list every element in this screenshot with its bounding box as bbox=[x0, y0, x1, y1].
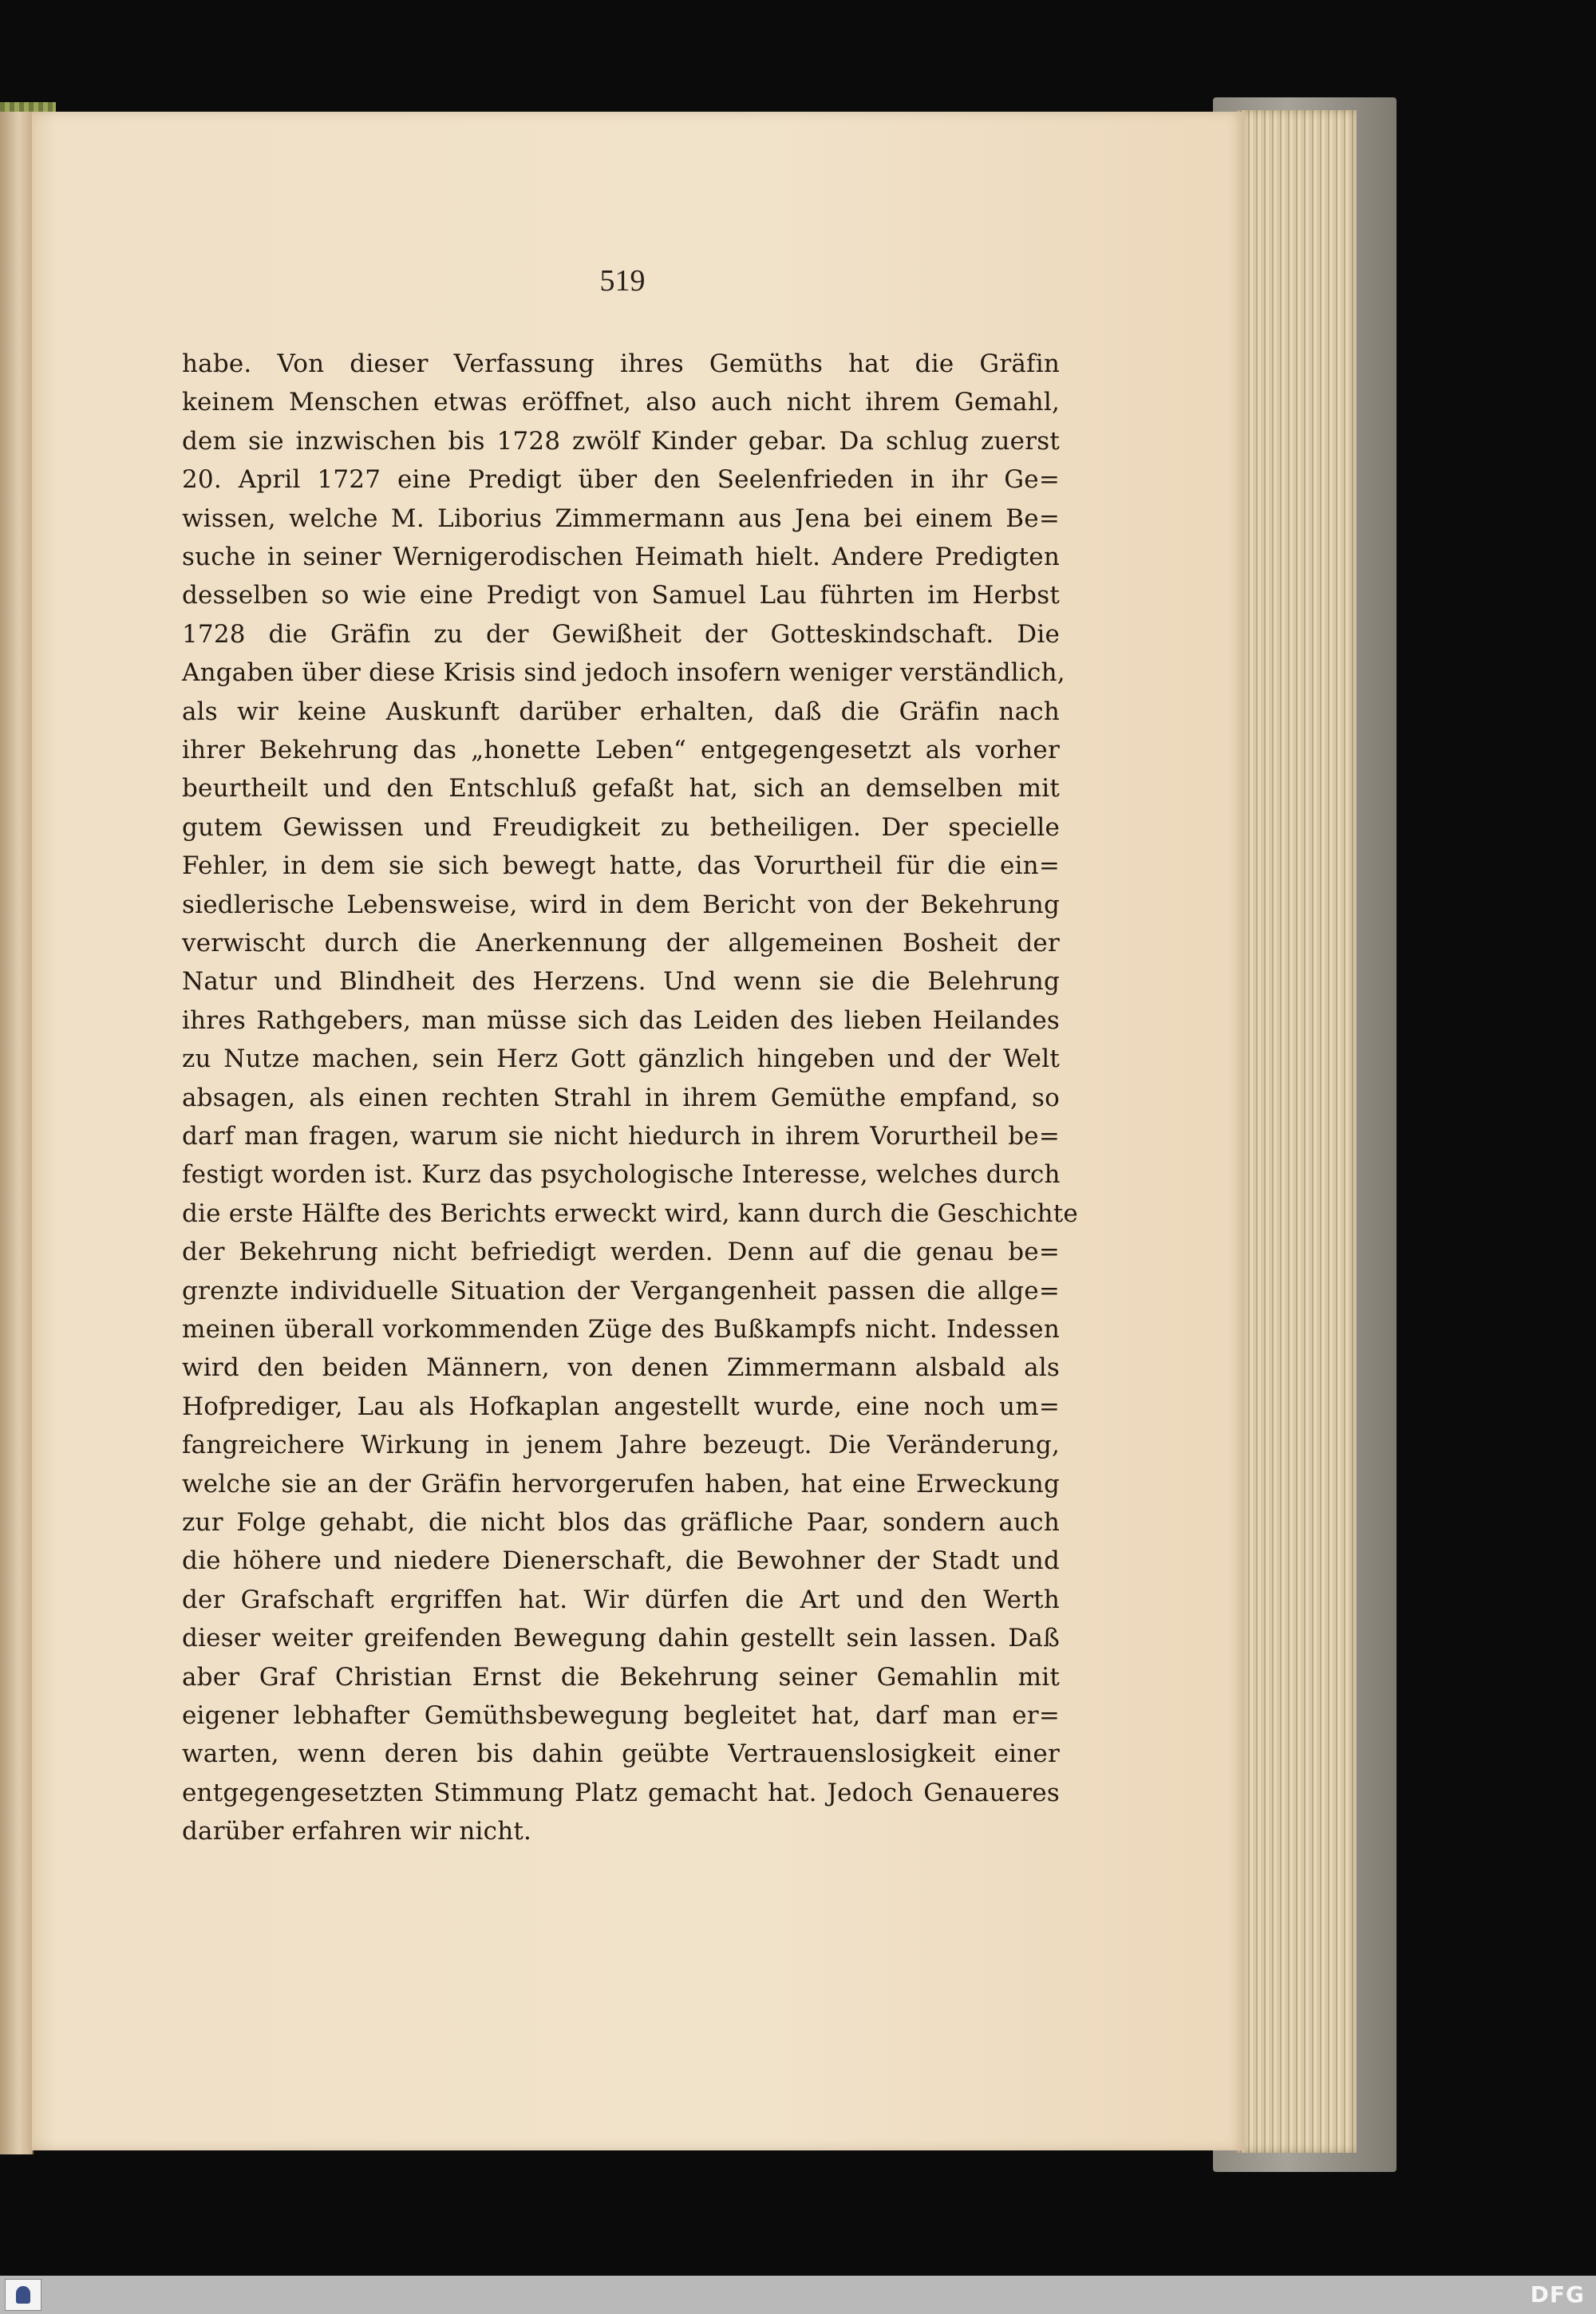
text-line: 1728 die Gräfin zu der Gewißheit der Gotteskindschaft. Die bbox=[182, 619, 1060, 649]
text-line: suche in seiner Wernigerodischen Heimath hielt. Andere Predigten bbox=[182, 543, 1060, 571]
text-line: zur Folge gehabt, die nicht blos das gräfliche Paar, sondern auch bbox=[182, 1508, 1060, 1537]
left-page-edge bbox=[0, 112, 34, 2154]
text-line: eigener lebhafter Gemüthsbewegung begleitet hat, darf man er= bbox=[182, 1701, 1060, 1730]
text-line: Natur und Blindheit des Herzens. Und wenn sie die Belehrung bbox=[182, 967, 1060, 997]
text-line: keinem Menschen etwas eröffnet, also auch nicht ihrem Gemahl, bbox=[182, 388, 1060, 417]
text-line: die erste Hälfte des Berichts erweckt wird, kann durch die Geschichte bbox=[182, 1198, 1078, 1228]
text-line: Angaben über diese Krisis sind jedoch insofern weniger verständlich, bbox=[182, 658, 1065, 688]
text-line: entgegengesetzten Stimmung Platz gemacht hat. Jedoch Genaueres bbox=[182, 1778, 1060, 1807]
text-line: ihrer Bekehrung das „honette Leben“ entgegengesetzt als vorher bbox=[182, 736, 1060, 764]
text-line: gutem Gewissen und Freudigkeit zu betheiligen. Der specielle bbox=[182, 812, 1060, 842]
text-line: dem sie inzwischen bis 1728 zwölf Kinder gebar. Da schlug zuerst bbox=[182, 426, 1060, 456]
page-stack-edges bbox=[1237, 110, 1357, 2153]
text-line: desselben so wie eine Predigt von Samuel Lau führten im Herbst bbox=[182, 581, 1060, 610]
text-line: 20. April 1727 eine Predigt über den Seelenfrieden in ihr Ge= bbox=[182, 465, 1060, 495]
text-line: meinen überall vorkommenden Züge des Bußkampfs nicht. Indessen bbox=[182, 1315, 1060, 1344]
book-page bbox=[32, 112, 1245, 2150]
text-line: fangreichere Wirkung in jenem Jahre bezeugt. Die Veränderung, bbox=[182, 1431, 1060, 1460]
text-line: aber Graf Christian Ernst die Bekehrung seiner Gemahlin mit bbox=[182, 1662, 1060, 1692]
library-logo-icon bbox=[5, 2279, 41, 2311]
text-line: warten, wenn deren bis dahin geübte Vertrauenslosigkeit einer bbox=[182, 1739, 1060, 1769]
text-line: Fehler, in dem sie sich bewegt hatte, das Vorurtheil für die ein= bbox=[182, 851, 1060, 881]
text-line: absagen, als einen rechten Strahl in ihrem Gemüthe empfand, so bbox=[182, 1083, 1060, 1112]
text-line: der Bekehrung nicht befriedigt werden. Denn auf die genau be= bbox=[182, 1238, 1060, 1267]
text-line: grenzte individuelle Situation der Vergangenheit passen die allge= bbox=[182, 1276, 1060, 1305]
text-line: dieser weiter greifenden Bewegung dahin gestellt sein lassen. Daß bbox=[182, 1624, 1060, 1653]
text-line: wissen, welche M. Liborius Zimmermann aus Jena bei einem Be= bbox=[182, 503, 1060, 533]
text-line: als wir keine Auskunft darüber erhalten, daß die Gräfin nach bbox=[182, 697, 1060, 726]
text-line: zu Nutze machen, sein Herz Gott gänzlich hingeben und der Welt bbox=[182, 1044, 1060, 1074]
page-number: 519 bbox=[599, 264, 646, 298]
text-line: wird den beiden Männern, von denen Zimmermann alsbald als bbox=[182, 1353, 1060, 1383]
text-line: die höhere und niedere Dienerschaft, die Bewohner der Stadt und bbox=[182, 1546, 1060, 1576]
text-line: verwischt durch die Anerkennung der allgemeinen Bosheit der bbox=[182, 929, 1060, 958]
text-line: darüber erfahren wir nicht. bbox=[182, 1817, 532, 1846]
text-line: siedlerische Lebensweise, wird in dem Bericht von der Bekehrung bbox=[182, 890, 1060, 919]
text-line: habe. Von dieser Verfassung ihres Gemüths hat die Gräfin bbox=[182, 349, 1060, 378]
text-line: Hofprediger, Lau als Hofkaplan angestellt wurde, eine noch um= bbox=[182, 1392, 1060, 1421]
dfg-logo: DFG bbox=[1530, 2281, 1585, 2308]
text-line: der Grafschaft ergriffen hat. Wir dürfen die Art und den Werth bbox=[182, 1585, 1060, 1614]
text-line: darf man fragen, warum sie nicht hiedurch in ihrem Vorurtheil be= bbox=[182, 1122, 1060, 1151]
text-line: ihres Rathgebers, man müsse sich das Leiden des lieben Heilandes bbox=[182, 1005, 1060, 1035]
text-line: welche sie an der Gräfin hervorgerufen haben, hat eine Erweckung bbox=[182, 1469, 1060, 1499]
viewer-footer-bar bbox=[0, 2276, 1596, 2314]
text-line: beurtheilt und den Entschluß gefaßt hat, sich an demselben mit bbox=[182, 774, 1060, 804]
text-line: festigt worden ist. Kurz das psychologische Interesse, welches durch bbox=[182, 1160, 1061, 1190]
